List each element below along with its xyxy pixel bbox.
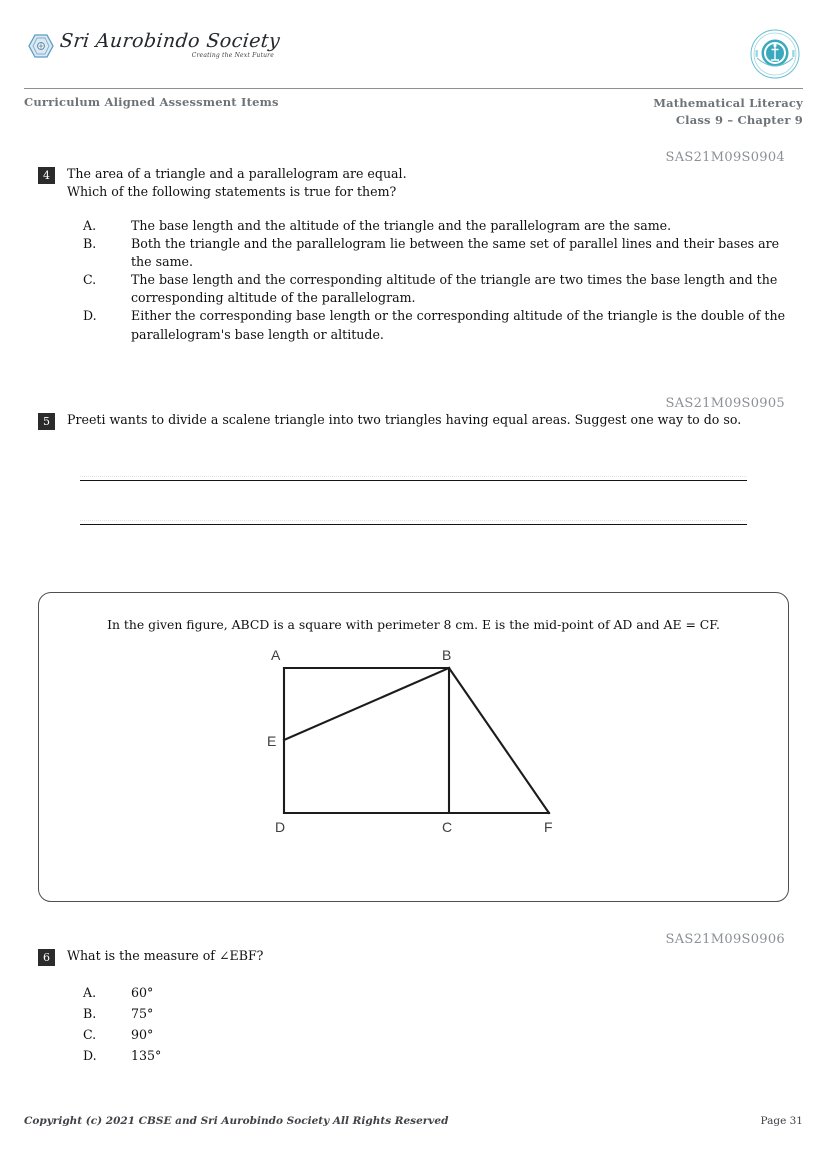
option-letter: B.: [83, 235, 97, 251]
answer-line-dots: [80, 520, 747, 521]
hexagon-emblem-icon: [28, 34, 54, 58]
answer-lines[interactable]: [80, 470, 747, 558]
figure-diagram: [69, 638, 758, 838]
question-block-6: [38, 947, 789, 1067]
option-letter: A.: [83, 984, 97, 1000]
label-A: A: [270, 646, 280, 663]
answer-line-rule: [80, 524, 747, 525]
figure-panel: [38, 592, 789, 902]
answer-line[interactable]: [80, 470, 747, 514]
class-chapter: Class 9 – Chapter 9: [675, 112, 803, 127]
option-text: 135°: [131, 1048, 162, 1064]
logo-org-name: Sri Aurobindo Society: [58, 30, 282, 52]
label-E: E: [266, 732, 276, 749]
question-number-badge: 5: [38, 413, 55, 430]
stem-line: The area of a triangle and a parallelogram are equal.: [67, 166, 407, 181]
answer-line-rule: [80, 480, 747, 481]
question-stem: [67, 165, 407, 201]
option-item[interactable]: [83, 1024, 789, 1045]
header-divider: [24, 88, 803, 89]
question-row: [38, 411, 789, 430]
answer-line[interactable]: [80, 514, 747, 558]
option-list-6: [83, 982, 789, 1067]
sri-aurobindo-society-logo: [28, 32, 280, 59]
question-code: SAS21M09S0904: [665, 150, 785, 165]
question-code: SAS21M09S0906: [665, 931, 785, 947]
label-D: D: [274, 818, 285, 835]
option-text: The base length and the corresponding altitude of the triangle are two times the base length and the corresponding altitude of the parallelogram.: [131, 272, 778, 306]
option-text: Both the triangle and the parallelogram lie between the same set of parallel lines and their bases are the same.: [131, 235, 780, 269]
logo-wordmark: [60, 32, 280, 59]
square-triangle-figure: [239, 638, 589, 838]
option-text: The base length and the altitude of the triangle and the parallelogram are the same.: [131, 217, 672, 233]
question-block-5: [38, 411, 789, 558]
question-row: [38, 947, 789, 966]
subject-class-info: [653, 95, 803, 128]
header-titles: [24, 95, 803, 128]
copyright-text: Copyright (c) 2021 CBSE and Sri Aurobindo Society All Rights Reserved: [24, 1115, 449, 1127]
question-stem: Preeti wants to divide a scalene triangle into two triangles having equal areas. Suggest one way to do so.: [67, 411, 742, 427]
figure-caption: In the given figure, ABCD is a square with perimeter 8 cm. E is the mid-point of AD and AE = CF.: [107, 616, 720, 632]
option-text: 75°: [131, 1005, 154, 1021]
option-letter: A.: [83, 217, 97, 233]
option-text: 60°: [131, 984, 154, 1000]
segment-EB: [284, 668, 449, 740]
page-content: [0, 150, 827, 1066]
option-letter: D.: [83, 1048, 97, 1064]
option-item[interactable]: [83, 235, 789, 271]
option-text: 90°: [131, 1026, 154, 1042]
label-C: C: [441, 818, 452, 835]
question-code: SAS21M09S0905: [665, 395, 785, 411]
page-footer: [24, 1115, 803, 1127]
option-letter: D.: [83, 308, 97, 324]
question-stem: What is the measure of ∠EBF?: [67, 947, 264, 963]
option-text: Either the corresponding base length or the corresponding altitude of the triangle is the double of the parallelogram's base length or altitude.: [131, 308, 786, 342]
stem-line: Which of the following statements is true for them?: [67, 183, 397, 199]
option-letter: C.: [83, 272, 97, 288]
subject-name: Mathematical Literacy: [653, 96, 803, 110]
option-item[interactable]: [83, 1045, 789, 1066]
document-subtitle: Curriculum Aligned Assessment Items: [24, 95, 279, 109]
vertex-labels: [267, 647, 553, 835]
option-item[interactable]: [83, 982, 789, 1003]
question-row: [38, 165, 789, 201]
option-item[interactable]: [83, 271, 789, 307]
label-B: B: [441, 646, 451, 663]
option-item[interactable]: [83, 1003, 789, 1024]
page-header: [0, 28, 827, 92]
option-item[interactable]: [83, 307, 789, 343]
option-list-4: [83, 217, 789, 344]
page-number: Page 31: [760, 1115, 803, 1127]
cbse-seal-icon: [749, 28, 801, 80]
option-letter: B.: [83, 1005, 97, 1021]
answer-line-dots: [80, 476, 747, 477]
label-F: F: [543, 818, 553, 835]
logo-tagline: Creating the Next Future: [191, 52, 274, 59]
question-number-badge: 4: [38, 167, 55, 184]
segment-BF: [449, 668, 549, 813]
option-item[interactable]: [83, 217, 789, 235]
question-number-badge: 6: [38, 949, 55, 966]
option-letter: C.: [83, 1026, 97, 1042]
question-block-4: [38, 165, 789, 344]
